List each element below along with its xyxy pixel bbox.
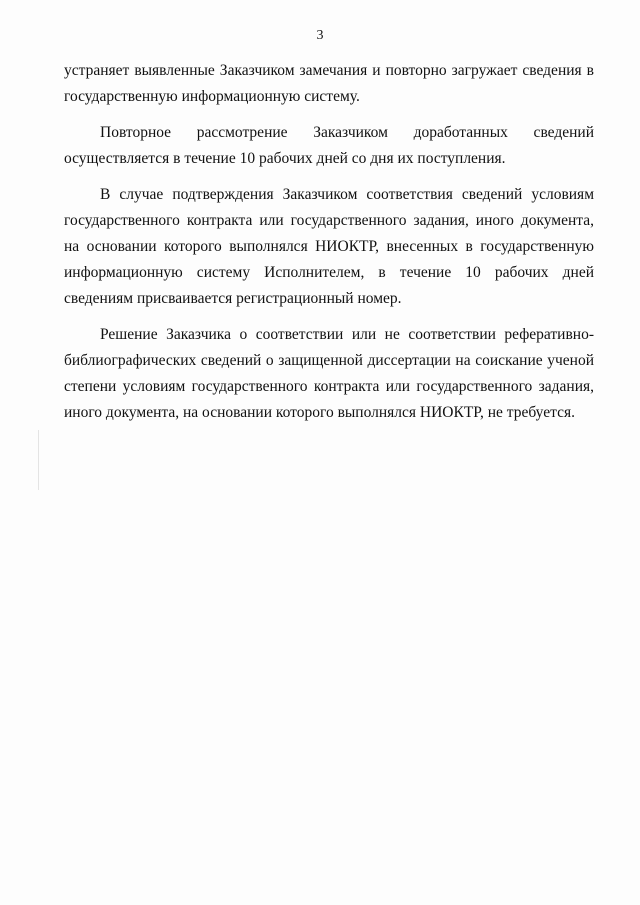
paragraph-continuation: устраняет выявленные Заказчиком замечания и повторно загружает сведения в государственную информационную систему. [64, 62, 594, 105]
document-body [64, 58, 594, 436]
paragraph-repeat-review: Повторное рассмотрение Заказчиком доработанных сведений осуществляется в течение 10 рабочих дней со дня их поступления. [64, 124, 594, 167]
paragraph-registration: В случае подтверждения Заказчиком соответствия сведений условиям государственного контракта или государственного задания, иного документа, на основании которого выполнялся НИОКТР, внесенных в государственную информационную систему Исполнителем, в течение 10 рабочих дней сведениям присваивается регистрационный номер. [64, 186, 594, 307]
page-number: 3 [316, 28, 324, 43]
paragraph-decision: Решение Заказчика о соответствии или не соответствии реферативно-библиографических сведений о защищенной диссертации на соискание ученой степени условиям государственного контракта или государственного задания, иного документа, на основании которого выполнялся НИОКТР, не требуется. [64, 326, 594, 421]
scan-artifact-line [38, 430, 39, 490]
